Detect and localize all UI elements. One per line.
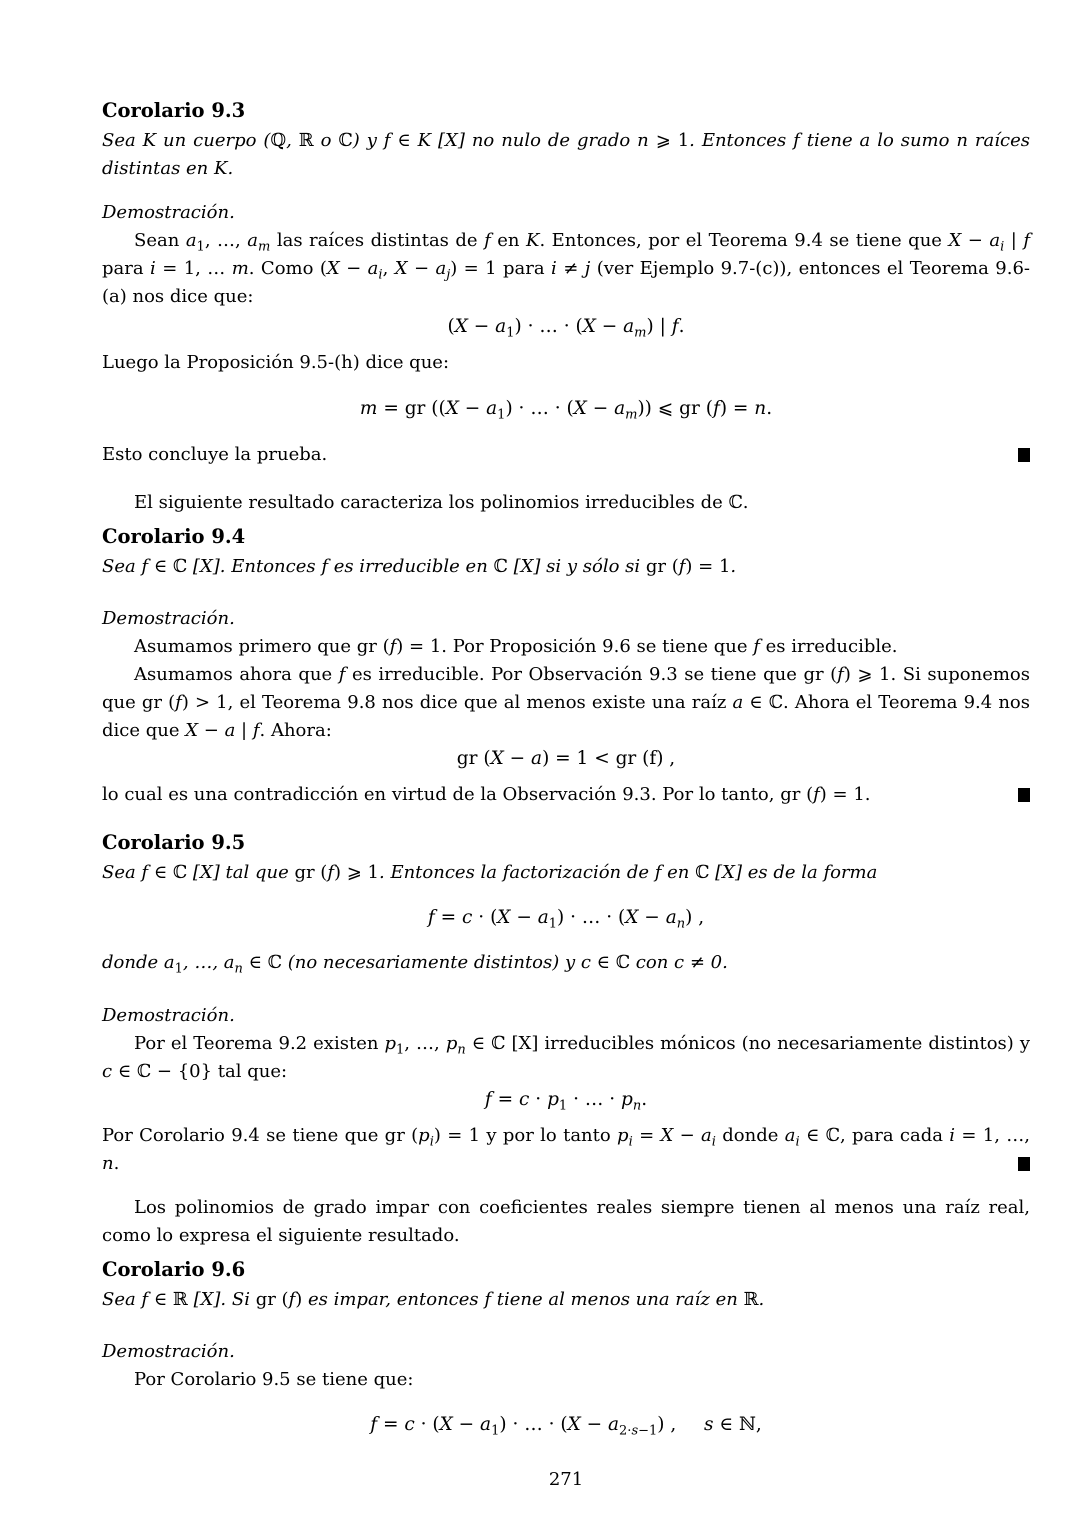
proof-label-9-5: Demostración. (102, 1005, 235, 1026)
proof-9-4-paragraph-2: Asumamos ahora que f es irreducible. Por Observación 9.3 se tiene que gr (f) ⩾ 1. Si suponemos que gr (f) > 1, el Teorema 9.8 nos dice que al menos existe una raíz a ∈ ℂ. Ahora el Teorema 9.4 nos dice que X − a | f. Ahora: (102, 664, 1030, 741)
proof-9-4-paragraph-1: Asumamos primero que gr (f) = 1. Por Proposición 9.6 se tiene que f es irreducible. (134, 636, 898, 657)
corollary-9-4-statement: Sea f ∈ ℂ [X]. Entonces f es irreducible en ℂ [X] si y sólo si gr (f) = 1. (102, 556, 737, 577)
display-formula-degree-contradiction: gr (X − a) = 1 < gr (f) , (456, 748, 676, 769)
display-formula-degree-bound: m = gr ($(X - a_1)$ · … · $(X - a_m)$) ⩽ gr (f) = n. (359, 398, 773, 423)
proof-9-5-conclusion (102, 1122, 1030, 1178)
qed-square-icon (1018, 1157, 1030, 1171)
corollary-9-4-heading: Corolario 9.4 (102, 525, 246, 548)
qed-square-icon (1018, 448, 1030, 462)
proof-label-9-3: Demostración. (102, 202, 235, 223)
proof-9-6-paragraph-1: Por Corolario 9.5 se tiene que: (134, 1369, 414, 1390)
corollary-9-6-statement: Sea f ∈ ℝ [X]. Si gr (f) es impar, entonces f tiene al menos una raíz en ℝ. (102, 1289, 765, 1310)
intertext-irreducibles-of-c: El siguiente resultado caracteriza los polinomios irreducibles de ℂ. (134, 492, 749, 513)
intertext-odd-degree: Los polinomios de grado impar con coeficientes reales siempre tienen al menos una raíz real, como lo expresa el siguiente resultado. (102, 1197, 1030, 1246)
proof-9-5-paragraph-1: Por el Teorema 9.2 existen $p_1$, …, $p_n$ ∈ ℂ [X] irreducibles mónicos (no necesariamente distintos) y c ∈ ℂ − {0} tal que: (102, 1033, 1030, 1082)
proof-label-9-4: Demostración. (102, 608, 235, 629)
display-formula-product-divides-f: $(X - a_1)$ · … · $(X - a_m)$ | f. (447, 316, 685, 341)
proof-9-5-conclusion-text: Por Corolario 9.4 se tiene que gr $(p_i) = 1$ y por lo tanto $p_i = X - a_i$ donde $a_i$ ∈ ℂ, para cada i = 1, …, n. (102, 1125, 1031, 1174)
page-number: 271 (548, 1469, 584, 1490)
qed-square-icon (1018, 788, 1030, 802)
corollary-9-6-heading: Corolario 9.6 (102, 1258, 246, 1281)
proof-9-3-conclusion-text: Esto concluye la prueba. (102, 444, 328, 465)
proof-9-4-conclusion-text: lo cual es una contradicción en virtud de la Observación 9.3. Por lo tanto, gr (f) = 1. (102, 784, 871, 805)
proof-9-3-paragraph-2: Luego la Proposición 9.5-(h) dice que: (102, 352, 450, 373)
corollary-9-5-statement: Sea f ∈ ℂ [X] tal que gr (f) ⩾ 1. Entonces la factorización de f en ℂ [X] es de la forma (102, 862, 878, 883)
corollary-9-5-statement-continued: donde $a_1$, …, $a_n$ ∈ ℂ (no necesariamente distintos) y c ∈ ℂ con c ≠ 0. (102, 952, 728, 977)
corollary-9-3-heading: Corolario 9.3 (102, 99, 246, 122)
display-formula-odd-factorization: $f = c \cdot (X - a_1)$ · … · $(X - a_{2\cdot s-1})$ , s ∈ ℕ, (370, 1414, 762, 1439)
proof-9-3-conclusion (102, 441, 1030, 469)
corollary-9-3-statement: Sea K un cuerpo (ℚ, ℝ o ℂ) y f ∈ K [X] no nulo de grado n ⩾ 1. Entonces f tiene a lo sumo n raíces distintas en K. (102, 130, 1030, 179)
display-formula-factorization: $f = c \cdot (X - a_1)$ · … · $(X - a_n)$ , (427, 907, 705, 932)
proof-label-9-6: Demostración. (102, 1341, 235, 1362)
corollary-9-5-heading: Corolario 9.5 (102, 831, 246, 854)
proof-9-4-conclusion (102, 781, 1030, 809)
display-formula-monic-product: $f = c \cdot p_1$ · … · $p_n$. (484, 1089, 648, 1114)
proof-9-3-paragraph: Sean $a_1$, …, $a_m$ las raíces distintas de f en K. Entonces, por el Teorema 9.4 se tiene que $X - a_i$ | f para i = 1, … m. Como ($X - a_i$, $X - a_j) = 1$ para i ≠ j (ver Ejemplo 9.7-(c)), entonces el Teorema 9.6-(a) nos dice que: (102, 230, 1030, 307)
